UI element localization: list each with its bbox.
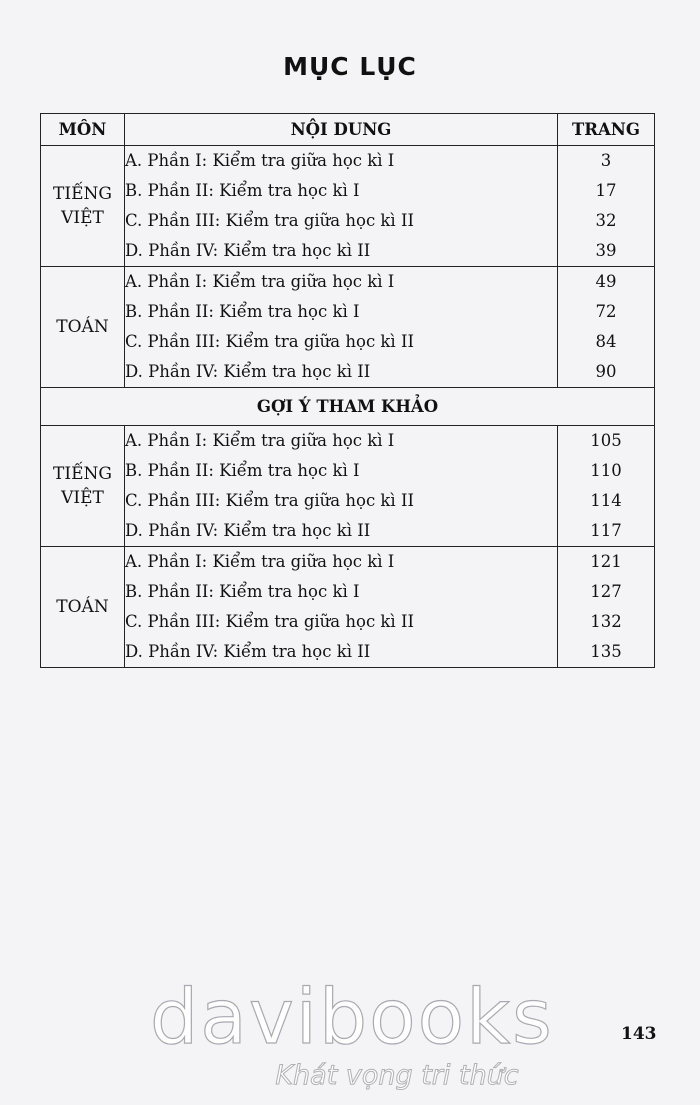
watermark-tagline: Khát vọng tri thức <box>275 1060 519 1091</box>
subject-line: TOÁN <box>56 597 109 617</box>
toc-entry[interactable]: C. Phần III: Kiểm tra giữa học kì II <box>125 211 414 230</box>
toc-table <box>40 113 655 668</box>
toc-page-number: 127 <box>590 582 622 601</box>
subject-line: TIẾNG <box>53 464 112 484</box>
header-content: NỘI DUNG <box>125 114 558 146</box>
answer-section-tieng-viet <box>41 426 655 547</box>
header-subject: MÔN <box>41 114 125 146</box>
toc-entry[interactable]: A. Phần I: Kiểm tra giữa học kì I <box>125 272 395 291</box>
page-title: MỤC LỤC <box>283 52 417 81</box>
section-tieng-viet <box>41 146 655 267</box>
toc-page-number: 132 <box>590 612 622 631</box>
toc-entry[interactable]: B. Phần II: Kiểm tra học kì I <box>125 302 360 321</box>
subject-line: TOÁN <box>56 317 109 337</box>
toc-entry[interactable]: C. Phần III: Kiểm tra giữa học kì II <box>125 491 414 510</box>
subject-cell <box>41 426 125 547</box>
subject-line: VIỆT <box>61 208 104 228</box>
toc-page-number: 121 <box>590 552 622 571</box>
answer-section-toan <box>41 547 655 668</box>
toc-page-number: 135 <box>590 642 622 661</box>
toc-entry[interactable]: D. Phần IV: Kiểm tra học kì II <box>125 241 371 260</box>
items-cell <box>125 547 558 668</box>
pages-cell <box>558 547 655 668</box>
toc-page-number: 17 <box>595 181 617 200</box>
header-page: TRANG <box>558 114 655 146</box>
toc-entry[interactable]: B. Phần II: Kiểm tra học kì I <box>125 181 360 200</box>
toc-entry[interactable]: A. Phần I: Kiểm tra giữa học kì I <box>125 552 395 571</box>
toc-page-number: 105 <box>590 431 622 450</box>
subject-line: TIẾNG <box>53 184 112 204</box>
pages-cell <box>558 426 655 547</box>
toc-page-number: 84 <box>595 332 617 351</box>
toc-entry[interactable]: A. Phần I: Kiểm tra giữa học kì I <box>125 431 395 450</box>
subject-line: VIỆT <box>61 488 104 508</box>
toc-page-number: 114 <box>590 491 622 510</box>
toc-page-number: 110 <box>590 461 622 480</box>
items-cell <box>125 267 558 388</box>
toc-entry[interactable]: C. Phần III: Kiểm tra giữa học kì II <box>125 612 414 631</box>
answers-band-row <box>41 388 655 426</box>
toc-page-number: 39 <box>595 241 617 260</box>
pages-cell <box>558 267 655 388</box>
toc-page-number: 3 <box>600 151 612 170</box>
subject-cell <box>41 267 125 388</box>
items-cell <box>125 146 558 267</box>
watermark-brand: davibooks <box>150 972 554 1061</box>
section-toan <box>41 267 655 388</box>
page-number: 143 <box>621 1024 657 1044</box>
toc-page-number: 32 <box>595 211 617 230</box>
toc-entry[interactable]: D. Phần IV: Kiểm tra học kì II <box>125 362 371 381</box>
header-row <box>41 114 655 146</box>
subject-cell <box>41 146 125 267</box>
answers-heading: GỢI Ý THAM KHẢO <box>41 388 655 426</box>
toc-entry[interactable]: C. Phần III: Kiểm tra giữa học kì II <box>125 332 414 351</box>
toc-page-number: 72 <box>595 302 617 321</box>
toc-entry[interactable]: A. Phần I: Kiểm tra giữa học kì I <box>125 151 395 170</box>
toc-entry[interactable]: D. Phần IV: Kiểm tra học kì II <box>125 521 371 540</box>
toc-page-number: 117 <box>590 521 622 540</box>
pages-cell <box>558 146 655 267</box>
toc-page-number: 49 <box>595 272 617 291</box>
toc-entry[interactable]: D. Phần IV: Kiểm tra học kì II <box>125 642 371 661</box>
toc-entry[interactable]: B. Phần II: Kiểm tra học kì I <box>125 582 360 601</box>
items-cell <box>125 426 558 547</box>
toc-page-number: 90 <box>595 362 617 381</box>
subject-cell <box>41 547 125 668</box>
toc-entry[interactable]: B. Phần II: Kiểm tra học kì I <box>125 461 360 480</box>
